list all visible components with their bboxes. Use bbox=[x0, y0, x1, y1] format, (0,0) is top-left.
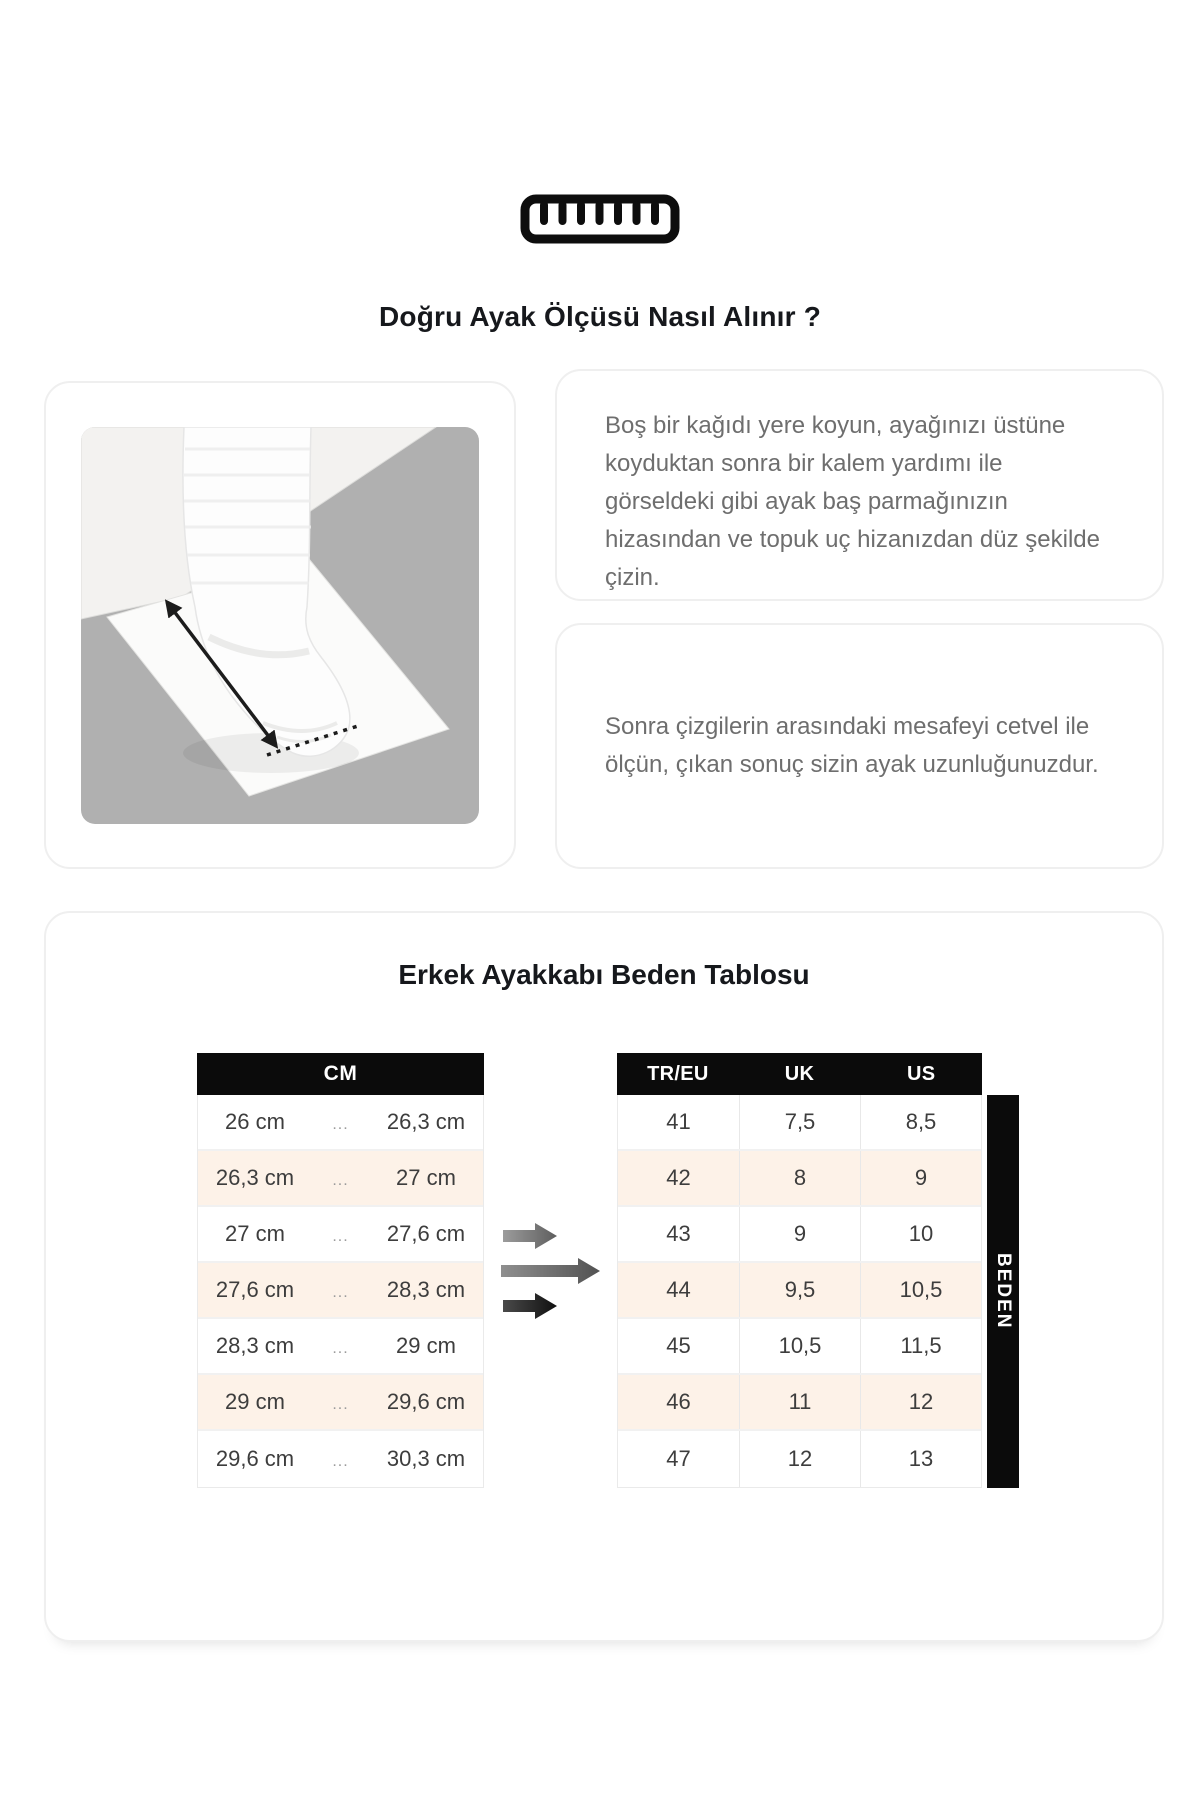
beden-side-bar bbox=[987, 1095, 1019, 1488]
cm-table bbox=[197, 1053, 484, 1488]
uk-size: 9 bbox=[739, 1207, 860, 1261]
ruler-icon-wrap bbox=[0, 0, 1200, 245]
cm-range-row bbox=[198, 1151, 483, 1207]
cm-table-body bbox=[197, 1095, 484, 1488]
cm-range-row bbox=[198, 1431, 483, 1487]
cm-max-value: 29,6 cm bbox=[386, 1389, 466, 1414]
size-table-heading: Erkek Ayakkabı Beden Tablosu bbox=[398, 959, 810, 990]
tr-eu-size: 44 bbox=[666, 1277, 691, 1302]
us-size: 11,5 bbox=[860, 1319, 981, 1373]
size-row bbox=[618, 1263, 981, 1319]
col-header-tr-eu: TR/EU bbox=[647, 1062, 709, 1085]
page-title: Doğru Ayak Ölçüsü Nasıl Alınır ? bbox=[378, 301, 822, 332]
foot-measurement-photo bbox=[81, 427, 479, 824]
uk-size: 7,5 bbox=[739, 1095, 860, 1149]
tr-eu-size: 46 bbox=[666, 1389, 691, 1414]
cm-range-row bbox=[198, 1263, 483, 1319]
arrow-right-top bbox=[503, 1223, 557, 1249]
cm-max-value: 29 cm bbox=[396, 1333, 456, 1358]
uk-size: 8 bbox=[739, 1151, 860, 1205]
tr-eu-size: 41 bbox=[666, 1109, 691, 1134]
range-dots: ... bbox=[332, 1453, 349, 1470]
range-dots: ... bbox=[332, 1172, 349, 1189]
uk-size: 10,5 bbox=[739, 1319, 860, 1373]
mapping-arrows bbox=[484, 1053, 617, 1488]
size-row bbox=[618, 1151, 981, 1207]
us-size: 13 bbox=[860, 1431, 981, 1487]
instruction-step-1 bbox=[555, 369, 1164, 601]
size-row bbox=[618, 1095, 981, 1151]
us-size: 8,5 bbox=[860, 1095, 981, 1149]
cm-table-header: CM bbox=[197, 1053, 484, 1095]
instructions-section bbox=[44, 369, 1164, 869]
instruction-step-2-text: Sonra çizgilerin arasındaki mesafeyi cetvel ile ölçün, çıkan sonuç sizin ayak uzunluğunuzdur. bbox=[605, 713, 1099, 778]
range-dots: ... bbox=[332, 1284, 349, 1301]
cm-min-value: 27,6 cm bbox=[215, 1277, 295, 1302]
instruction-step-1-text: Boş bir kağıdı yere koyun, ayağınızı üstüne koyduktan sonra bir kalem yardımı ile görseldeki gibi ayak baş parmağınızın hizasından ve topuk uç hizanızdan düz şekilde çizin. bbox=[605, 412, 1100, 591]
foot-measurement-card bbox=[44, 381, 516, 869]
cm-min-value: 26 cm bbox=[225, 1109, 285, 1134]
uk-size: 12 bbox=[739, 1431, 860, 1487]
international-size-table bbox=[617, 1053, 982, 1488]
cm-range-row bbox=[198, 1095, 483, 1151]
uk-size: 11 bbox=[739, 1375, 860, 1429]
cm-max-value: 26,3 cm bbox=[386, 1109, 466, 1134]
tr-eu-size: 45 bbox=[666, 1333, 691, 1358]
international-table-body bbox=[617, 1095, 982, 1488]
cm-max-value: 27,6 cm bbox=[386, 1221, 466, 1246]
instruction-step-2 bbox=[555, 623, 1164, 869]
cm-min-value: 29 cm bbox=[225, 1389, 285, 1414]
cm-min-value: 29,6 cm bbox=[215, 1446, 295, 1471]
arrow-right-bottom bbox=[503, 1293, 557, 1319]
ruler-ticks bbox=[544, 205, 655, 221]
international-table-header bbox=[617, 1053, 982, 1095]
size-row bbox=[618, 1431, 981, 1487]
size-table-card bbox=[44, 911, 1164, 1642]
tr-eu-size: 47 bbox=[666, 1446, 691, 1471]
us-size: 10 bbox=[860, 1207, 981, 1261]
cm-max-value: 28,3 cm bbox=[386, 1277, 466, 1302]
col-header-uk: UK bbox=[784, 1062, 815, 1085]
range-dots: ... bbox=[332, 1116, 349, 1133]
cm-max-value: 27 cm bbox=[396, 1165, 456, 1190]
international-table-wrap bbox=[617, 1053, 1019, 1488]
instruction-steps bbox=[555, 369, 1164, 869]
cm-min-value: 26,3 cm bbox=[215, 1165, 295, 1190]
cm-min-value: 27 cm bbox=[225, 1221, 285, 1246]
us-size: 9 bbox=[860, 1151, 981, 1205]
size-row bbox=[618, 1375, 981, 1431]
tr-eu-size: 42 bbox=[666, 1165, 691, 1190]
uk-size: 9,5 bbox=[739, 1263, 860, 1317]
us-size: 12 bbox=[860, 1375, 981, 1429]
mapping-arrows-icon bbox=[501, 1223, 601, 1319]
ruler-icon bbox=[519, 193, 681, 245]
size-tables bbox=[46, 1053, 1162, 1488]
cm-max-value: 30,3 cm bbox=[386, 1446, 466, 1471]
beden-side-label: BEDEN bbox=[993, 1253, 1014, 1330]
tr-eu-size: 43 bbox=[666, 1221, 691, 1246]
cm-range-row bbox=[198, 1319, 483, 1375]
us-size: 10,5 bbox=[860, 1263, 981, 1317]
range-dots: ... bbox=[332, 1228, 349, 1245]
cm-range-row bbox=[198, 1375, 483, 1431]
range-dots: ... bbox=[332, 1396, 349, 1413]
range-dots: ... bbox=[332, 1340, 349, 1357]
arrow-right-middle bbox=[501, 1258, 600, 1284]
size-row bbox=[618, 1207, 981, 1263]
cm-range-row bbox=[198, 1207, 483, 1263]
cm-min-value: 28,3 cm bbox=[215, 1333, 295, 1358]
size-row bbox=[618, 1319, 981, 1375]
col-header-us: US bbox=[906, 1062, 936, 1085]
